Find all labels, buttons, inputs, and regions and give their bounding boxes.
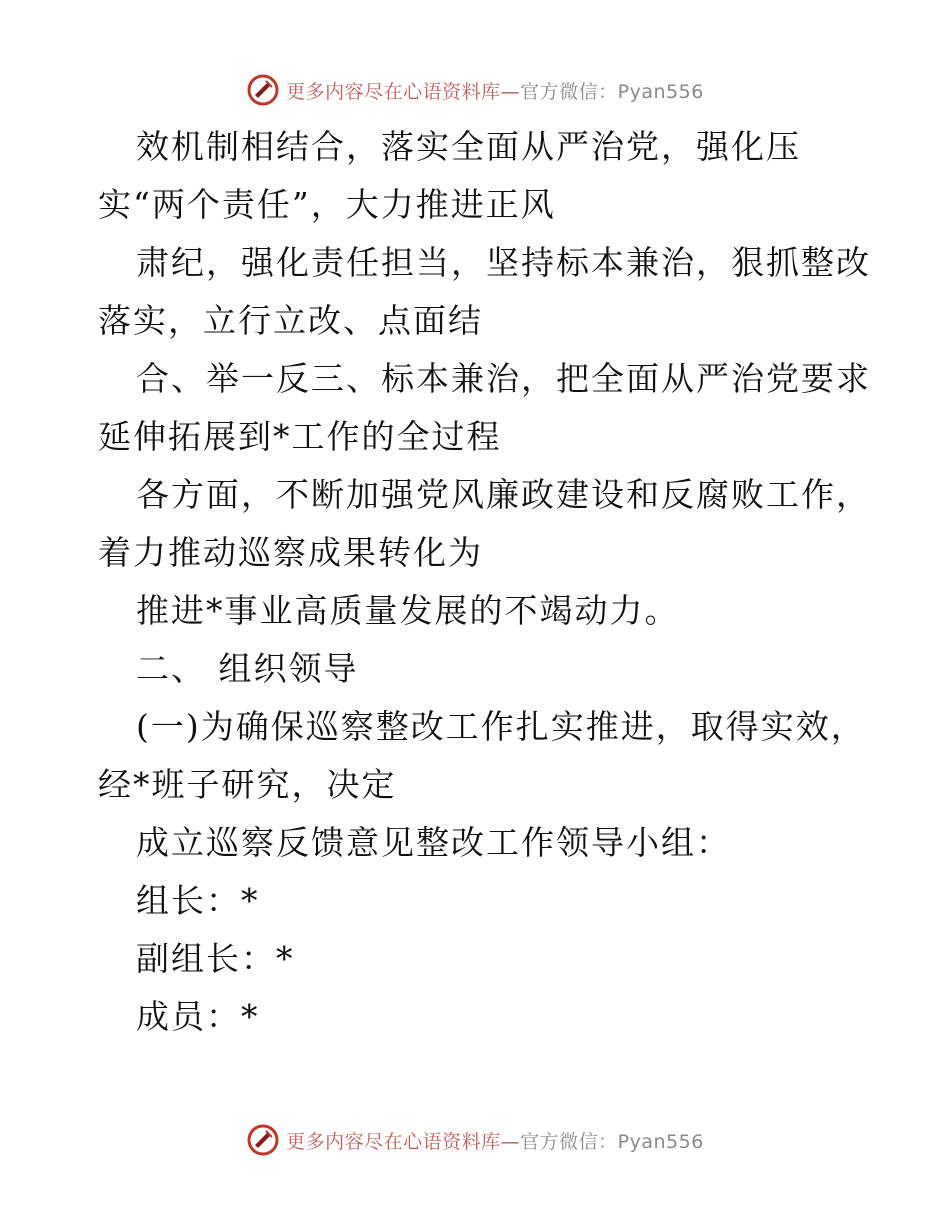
brand-logo-icon — [246, 73, 280, 107]
header-banner-dash: — — [500, 80, 521, 103]
body-line: 经*班子研究，决定 — [98, 765, 397, 804]
member-line-leader: 组长：* — [136, 881, 260, 920]
section-heading: 二、 组织领导 — [136, 649, 359, 688]
body-line: (一)为确保巡察整改工作扎实推进，取得实效， — [136, 707, 866, 746]
brand-logo-icon — [246, 1123, 280, 1157]
member-line-deputy: 副组长：* — [136, 939, 295, 978]
footer-banner-title: 更多内容尽在心语资料库 — [286, 1130, 501, 1153]
header-banner-title: 更多内容尽在心语资料库 — [286, 80, 501, 103]
body-line: 各方面，不断加强党风廉政建设和反腐败工作， — [136, 475, 871, 514]
footer-banner-contact: 官方微信：Pyan556 — [520, 1130, 704, 1153]
body-line: 成立巡察反馈意见整改工作领导小组： — [136, 823, 731, 862]
footer-banner-dash: — — [500, 1130, 521, 1153]
body-line: 落实，立行立改、点面结 — [98, 301, 483, 340]
body-line: 延伸拓展到*工作的全过程 — [98, 417, 502, 456]
header-banner-text — [286, 77, 704, 104]
body-line: 实“两个责任”，大力推进正风 — [98, 185, 556, 224]
body-line: 肃纪，强化责任担当，坚持标本兼治，狠抓整改 — [136, 243, 871, 282]
body-line: 效机制相结合，落实全面从严治党，强化压 — [136, 127, 801, 166]
body-line: 推进*事业高质量发展的不竭动力。 — [136, 591, 680, 630]
document-body — [98, 118, 871, 1046]
body-line: 合、举一反三、标本兼治，把全面从严治党要求 — [136, 359, 871, 398]
body-line: 着力推动巡察成果转化为 — [98, 533, 483, 572]
member-line-members: 成员：* — [136, 997, 260, 1036]
footer-banner-text — [286, 1127, 704, 1154]
header-banner — [0, 70, 950, 110]
footer-banner — [0, 1120, 950, 1160]
header-banner-contact: 官方微信：Pyan556 — [520, 80, 704, 103]
